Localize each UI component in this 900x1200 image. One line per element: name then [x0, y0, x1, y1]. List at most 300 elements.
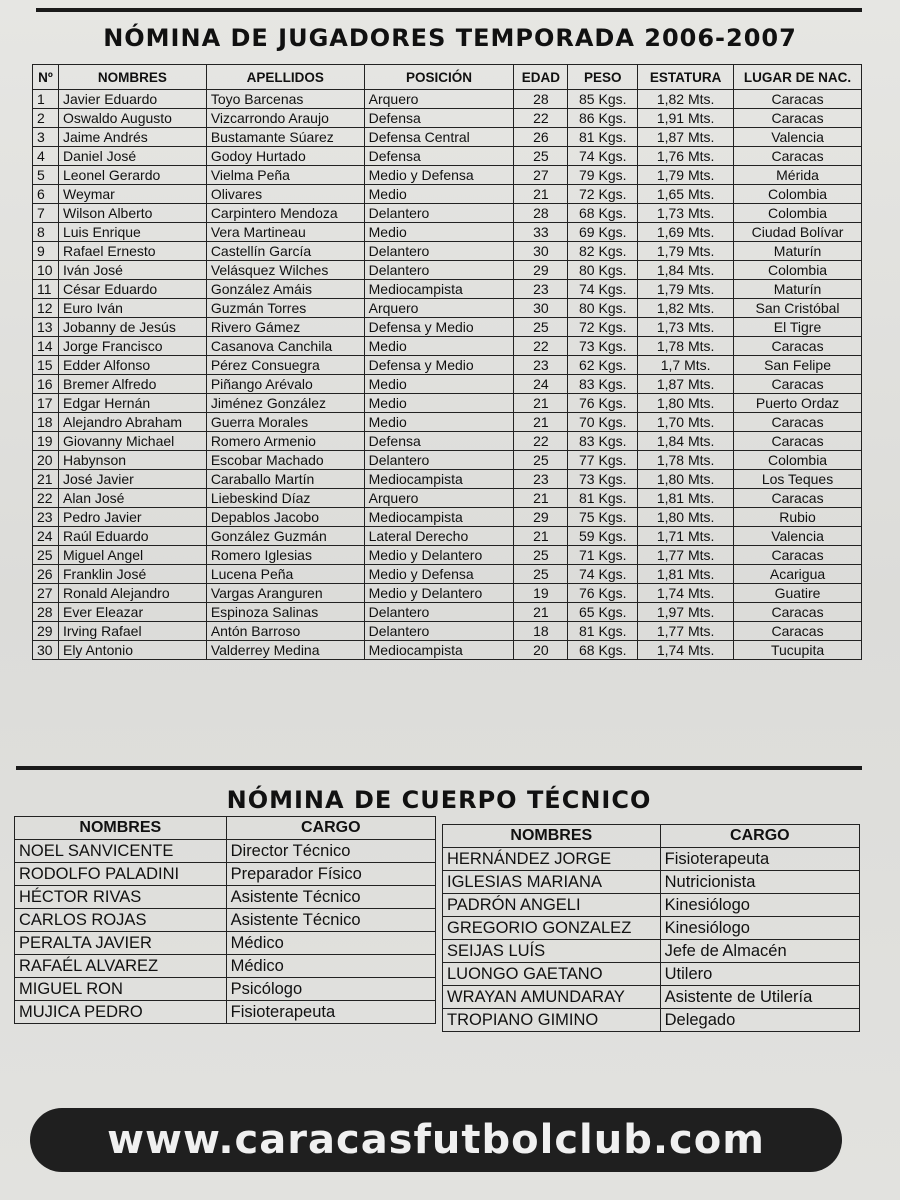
- staff-header-role: CARGO: [660, 825, 859, 848]
- player-number: 28: [33, 603, 59, 622]
- player-weight: 73 Kgs.: [568, 337, 638, 356]
- player-first-names: Alan José: [58, 489, 206, 508]
- player-surnames: Romero Iglesias: [206, 546, 364, 565]
- player-first-names: Oswaldo Augusto: [58, 109, 206, 128]
- player-height: 1,82 Mts.: [638, 299, 734, 318]
- player-position: Delantero: [364, 204, 514, 223]
- staff-role: Nutricionista: [660, 871, 859, 894]
- player-birthplace: Colombia: [734, 204, 862, 223]
- header-surnames: APELLIDOS: [206, 65, 364, 90]
- staff-name: RAFAÉL ALVAREZ: [15, 955, 227, 978]
- website-banner: [30, 1108, 842, 1172]
- player-height: 1,79 Mts.: [638, 242, 734, 261]
- staff-name: HERNÁNDEZ JORGE: [443, 848, 661, 871]
- staff-role: Director Técnico: [226, 840, 435, 863]
- staff-row: [15, 955, 436, 978]
- player-weight: 70 Kgs.: [568, 413, 638, 432]
- staff-role: Asistente de Utilería: [660, 986, 859, 1009]
- player-height: 1,65 Mts.: [638, 185, 734, 204]
- player-birthplace: Puerto Ordaz: [734, 394, 862, 413]
- website-url: www.caracasfutbolclub.com: [107, 1117, 765, 1163]
- player-position: Mediocampista: [364, 641, 514, 660]
- staff-name: PERALTA JAVIER: [15, 932, 227, 955]
- staff-role: Kinesiólogo: [660, 917, 859, 940]
- player-surnames: Casanova Canchila: [206, 337, 364, 356]
- player-birthplace: Colombia: [734, 261, 862, 280]
- player-first-names: Iván José: [58, 261, 206, 280]
- player-position: Medio y Delantero: [364, 584, 514, 603]
- staff-row: [443, 917, 860, 940]
- player-weight: 80 Kgs.: [568, 261, 638, 280]
- staff-row: [443, 871, 860, 894]
- player-weight: 59 Kgs.: [568, 527, 638, 546]
- player-number: 24: [33, 527, 59, 546]
- player-height: 1,84 Mts.: [638, 432, 734, 451]
- player-weight: 76 Kgs.: [568, 584, 638, 603]
- player-birthplace: Guatire: [734, 584, 862, 603]
- player-age: 26: [514, 128, 568, 147]
- player-birthplace: San Cristóbal: [734, 299, 862, 318]
- staff-row: [443, 894, 860, 917]
- player-row: [33, 451, 862, 470]
- header-position: POSICIÓN: [364, 65, 514, 90]
- player-weight: 81 Kgs.: [568, 489, 638, 508]
- header-height: ESTATURA: [638, 65, 734, 90]
- player-birthplace: Tucupita: [734, 641, 862, 660]
- player-number: 7: [33, 204, 59, 223]
- player-row: [33, 318, 862, 337]
- player-birthplace: Acarigua: [734, 565, 862, 584]
- player-weight: 65 Kgs.: [568, 603, 638, 622]
- player-surnames: Olivares: [206, 185, 364, 204]
- player-birthplace: Caracas: [734, 413, 862, 432]
- staff-row: [15, 840, 436, 863]
- staff-row: [443, 986, 860, 1009]
- player-position: Arquero: [364, 489, 514, 508]
- player-birthplace: Maturín: [734, 242, 862, 261]
- player-weight: 74 Kgs.: [568, 280, 638, 299]
- player-position: Defensa y Medio: [364, 318, 514, 337]
- player-first-names: Pedro Javier: [58, 508, 206, 527]
- player-first-names: Giovanny Michael: [58, 432, 206, 451]
- player-age: 33: [514, 223, 568, 242]
- player-surnames: Jiménez González: [206, 394, 364, 413]
- player-number: 29: [33, 622, 59, 641]
- player-position: Medio: [364, 337, 514, 356]
- player-weight: 72 Kgs.: [568, 318, 638, 337]
- player-row: [33, 261, 862, 280]
- staff-row: [15, 909, 436, 932]
- player-first-names: Leonel Gerardo: [58, 166, 206, 185]
- player-surnames: Rivero Gámez: [206, 318, 364, 337]
- player-position: Medio y Defensa: [364, 565, 514, 584]
- player-row: [33, 299, 862, 318]
- player-first-names: Ever Eleazar: [58, 603, 206, 622]
- player-number: 20: [33, 451, 59, 470]
- player-weight: 79 Kgs.: [568, 166, 638, 185]
- player-number: 16: [33, 375, 59, 394]
- player-surnames: Vizcarrondo Araujo: [206, 109, 364, 128]
- player-weight: 68 Kgs.: [568, 204, 638, 223]
- player-height: 1,79 Mts.: [638, 166, 734, 185]
- staff-role: Fisioterapeuta: [660, 848, 859, 871]
- staff-table-right: [442, 824, 860, 1032]
- staff-role: Jefe de Almacén: [660, 940, 859, 963]
- player-weight: 72 Kgs.: [568, 185, 638, 204]
- player-number: 23: [33, 508, 59, 527]
- player-row: [33, 185, 862, 204]
- player-first-names: Javier Eduardo: [58, 90, 206, 109]
- player-weight: 74 Kgs.: [568, 147, 638, 166]
- player-weight: 75 Kgs.: [568, 508, 638, 527]
- player-position: Delantero: [364, 261, 514, 280]
- player-first-names: Jorge Francisco: [58, 337, 206, 356]
- player-first-names: Edder Alfonso: [58, 356, 206, 375]
- player-birthplace: Mérida: [734, 166, 862, 185]
- player-age: 22: [514, 109, 568, 128]
- player-row: [33, 622, 862, 641]
- player-surnames: Antón Barroso: [206, 622, 364, 641]
- player-surnames: Guzmán Torres: [206, 299, 364, 318]
- header-birthplace: LUGAR DE NAC.: [734, 65, 862, 90]
- player-height: 1,74 Mts.: [638, 641, 734, 660]
- player-weight: 77 Kgs.: [568, 451, 638, 470]
- staff-role: Preparador Físico: [226, 863, 435, 886]
- player-number: 1: [33, 90, 59, 109]
- player-number: 25: [33, 546, 59, 565]
- player-height: 1,70 Mts.: [638, 413, 734, 432]
- player-first-names: César Eduardo: [58, 280, 206, 299]
- player-age: 30: [514, 242, 568, 261]
- player-row: [33, 280, 862, 299]
- player-row: [33, 508, 862, 527]
- player-age: 22: [514, 337, 568, 356]
- player-position: Mediocampista: [364, 280, 514, 299]
- player-height: 1,73 Mts.: [638, 204, 734, 223]
- staff-row: [15, 863, 436, 886]
- player-row: [33, 90, 862, 109]
- player-birthplace: Valencia: [734, 128, 862, 147]
- player-age: 21: [514, 413, 568, 432]
- player-position: Mediocampista: [364, 508, 514, 527]
- staff-name: HÉCTOR RIVAS: [15, 886, 227, 909]
- player-row: [33, 470, 862, 489]
- player-surnames: González Amáis: [206, 280, 364, 299]
- player-position: Medio: [364, 185, 514, 204]
- player-age: 21: [514, 603, 568, 622]
- player-surnames: Vera Martineau: [206, 223, 364, 242]
- staff-role: Delegado: [660, 1009, 859, 1032]
- player-height: 1,87 Mts.: [638, 128, 734, 147]
- player-height: 1,77 Mts.: [638, 622, 734, 641]
- player-height: 1,79 Mts.: [638, 280, 734, 299]
- player-age: 28: [514, 204, 568, 223]
- player-age: 21: [514, 394, 568, 413]
- player-number: 13: [33, 318, 59, 337]
- player-surnames: Toyo Barcenas: [206, 90, 364, 109]
- player-row: [33, 565, 862, 584]
- player-position: Arquero: [364, 299, 514, 318]
- player-first-names: Jaime Andrés: [58, 128, 206, 147]
- player-birthplace: Caracas: [734, 603, 862, 622]
- staff-name: NOEL SANVICENTE: [15, 840, 227, 863]
- player-number: 15: [33, 356, 59, 375]
- player-number: 21: [33, 470, 59, 489]
- player-surnames: Lucena Peña: [206, 565, 364, 584]
- player-position: Defensa: [364, 109, 514, 128]
- player-position: Mediocampista: [364, 470, 514, 489]
- player-weight: 85 Kgs.: [568, 90, 638, 109]
- player-position: Medio y Delantero: [364, 546, 514, 565]
- player-row: [33, 489, 862, 508]
- staff-name: TROPIANO GIMINO: [443, 1009, 661, 1032]
- player-row: [33, 527, 862, 546]
- player-number: 30: [33, 641, 59, 660]
- player-number: 19: [33, 432, 59, 451]
- player-height: 1,71 Mts.: [638, 527, 734, 546]
- player-height: 1,82 Mts.: [638, 90, 734, 109]
- staff-name: LUONGO GAETANO: [443, 963, 661, 986]
- player-surnames: Valderrey Medina: [206, 641, 364, 660]
- player-position: Delantero: [364, 451, 514, 470]
- player-surnames: Romero Armenio: [206, 432, 364, 451]
- player-position: Defensa: [364, 432, 514, 451]
- player-birthplace: Valencia: [734, 527, 862, 546]
- player-age: 25: [514, 451, 568, 470]
- player-surnames: Carpintero Mendoza: [206, 204, 364, 223]
- player-position: Defensa Central: [364, 128, 514, 147]
- player-number: 27: [33, 584, 59, 603]
- staff-header-names: NOMBRES: [15, 817, 227, 840]
- player-row: [33, 337, 862, 356]
- staff-row: [15, 1001, 436, 1024]
- staff-name: WRAYAN AMUNDARAY: [443, 986, 661, 1009]
- staff-left-header-row: [15, 817, 436, 840]
- player-birthplace: Caracas: [734, 147, 862, 166]
- player-height: 1,81 Mts.: [638, 489, 734, 508]
- staff-row: [15, 932, 436, 955]
- player-first-names: Raúl Eduardo: [58, 527, 206, 546]
- staff-name: GREGORIO GONZALEZ: [443, 917, 661, 940]
- player-age: 29: [514, 508, 568, 527]
- player-weight: 71 Kgs.: [568, 546, 638, 565]
- player-weight: 86 Kgs.: [568, 109, 638, 128]
- player-surnames: Vargas Aranguren: [206, 584, 364, 603]
- staff-row: [443, 963, 860, 986]
- staff-role: Asistente Técnico: [226, 886, 435, 909]
- player-first-names: Miguel Angel: [58, 546, 206, 565]
- player-age: 25: [514, 565, 568, 584]
- staff-role: Utilero: [660, 963, 859, 986]
- player-height: 1,81 Mts.: [638, 565, 734, 584]
- player-row: [33, 432, 862, 451]
- player-number: 10: [33, 261, 59, 280]
- player-row: [33, 603, 862, 622]
- player-first-names: Ronald Alejandro: [58, 584, 206, 603]
- player-weight: 73 Kgs.: [568, 470, 638, 489]
- player-position: Arquero: [364, 90, 514, 109]
- player-age: 18: [514, 622, 568, 641]
- player-birthplace: Caracas: [734, 432, 862, 451]
- player-height: 1,76 Mts.: [638, 147, 734, 166]
- staff-name: MUJICA PEDRO: [15, 1001, 227, 1024]
- player-position: Medio y Defensa: [364, 166, 514, 185]
- staff-name: IGLESIAS MARIANA: [443, 871, 661, 894]
- player-surnames: Guerra Morales: [206, 413, 364, 432]
- player-weight: 62 Kgs.: [568, 356, 638, 375]
- player-first-names: Franklin José: [58, 565, 206, 584]
- player-surnames: Espinoza Salinas: [206, 603, 364, 622]
- player-age: 25: [514, 318, 568, 337]
- staff-row: [443, 1009, 860, 1032]
- staff-name: RODOLFO PALADINI: [15, 863, 227, 886]
- player-first-names: Euro Iván: [58, 299, 206, 318]
- player-weight: 68 Kgs.: [568, 641, 638, 660]
- player-number: 14: [33, 337, 59, 356]
- player-weight: 83 Kgs.: [568, 432, 638, 451]
- player-position: Delantero: [364, 603, 514, 622]
- staff-row: [15, 978, 436, 1001]
- player-height: 1,77 Mts.: [638, 546, 734, 565]
- player-row: [33, 242, 862, 261]
- player-weight: 81 Kgs.: [568, 622, 638, 641]
- header-number: Nº: [33, 65, 59, 90]
- player-birthplace: Caracas: [734, 489, 862, 508]
- player-weight: 81 Kgs.: [568, 128, 638, 147]
- player-age: 21: [514, 527, 568, 546]
- staff-row: [443, 848, 860, 871]
- player-age: 23: [514, 356, 568, 375]
- player-position: Medio: [364, 394, 514, 413]
- player-weight: 76 Kgs.: [568, 394, 638, 413]
- player-birthplace: San Felipe: [734, 356, 862, 375]
- player-row: [33, 223, 862, 242]
- player-first-names: Luis Enrique: [58, 223, 206, 242]
- player-number: 5: [33, 166, 59, 185]
- player-number: 9: [33, 242, 59, 261]
- player-first-names: Wilson Alberto: [58, 204, 206, 223]
- player-height: 1,84 Mts.: [638, 261, 734, 280]
- player-weight: 74 Kgs.: [568, 565, 638, 584]
- player-age: 20: [514, 641, 568, 660]
- player-height: 1,80 Mts.: [638, 508, 734, 527]
- player-birthplace: Caracas: [734, 375, 862, 394]
- player-age: 29: [514, 261, 568, 280]
- player-birthplace: Rubio: [734, 508, 862, 527]
- player-number: 8: [33, 223, 59, 242]
- player-birthplace: Maturín: [734, 280, 862, 299]
- player-surnames: Godoy Hurtado: [206, 147, 364, 166]
- players-title: NÓMINA DE JUGADORES TEMPORADA 2006-2007: [103, 24, 797, 52]
- player-birthplace: Caracas: [734, 622, 862, 641]
- player-first-names: Jobanny de Jesús: [58, 318, 206, 337]
- player-age: 27: [514, 166, 568, 185]
- player-surnames: Castellín García: [206, 242, 364, 261]
- player-number: 11: [33, 280, 59, 299]
- staff-role: Médico: [226, 955, 435, 978]
- player-height: 1,91 Mts.: [638, 109, 734, 128]
- player-birthplace: Ciudad Bolívar: [734, 223, 862, 242]
- player-height: 1,87 Mts.: [638, 375, 734, 394]
- player-row: [33, 204, 862, 223]
- staff-name: CARLOS ROJAS: [15, 909, 227, 932]
- player-number: 22: [33, 489, 59, 508]
- player-position: Medio: [364, 223, 514, 242]
- player-position: Medio: [364, 375, 514, 394]
- player-surnames: Escobar Machado: [206, 451, 364, 470]
- top-divider: [36, 8, 862, 12]
- player-position: Delantero: [364, 242, 514, 261]
- player-height: 1,7 Mts.: [638, 356, 734, 375]
- player-surnames: Caraballo Martín: [206, 470, 364, 489]
- player-age: 19: [514, 584, 568, 603]
- player-height: 1,78 Mts.: [638, 451, 734, 470]
- player-height: 1,78 Mts.: [638, 337, 734, 356]
- player-number: 17: [33, 394, 59, 413]
- player-birthplace: Caracas: [734, 109, 862, 128]
- player-age: 30: [514, 299, 568, 318]
- players-header-row: [33, 65, 862, 90]
- staff-header-names: NOMBRES: [443, 825, 661, 848]
- player-age: 24: [514, 375, 568, 394]
- player-birthplace: Colombia: [734, 185, 862, 204]
- player-position: Medio: [364, 413, 514, 432]
- player-row: [33, 375, 862, 394]
- player-age: 28: [514, 90, 568, 109]
- staff-name: MIGUEL RON: [15, 978, 227, 1001]
- player-height: 1,80 Mts.: [638, 394, 734, 413]
- player-age: 25: [514, 546, 568, 565]
- player-birthplace: Colombia: [734, 451, 862, 470]
- player-row: [33, 356, 862, 375]
- player-height: 1,80 Mts.: [638, 470, 734, 489]
- player-first-names: José Javier: [58, 470, 206, 489]
- player-position: Defensa y Medio: [364, 356, 514, 375]
- staff-right-header-row: [443, 825, 860, 848]
- player-position: Delantero: [364, 622, 514, 641]
- player-row: [33, 147, 862, 166]
- player-surnames: Vielma Peña: [206, 166, 364, 185]
- player-weight: 82 Kgs.: [568, 242, 638, 261]
- player-number: 26: [33, 565, 59, 584]
- player-age: 21: [514, 489, 568, 508]
- player-number: 3: [33, 128, 59, 147]
- player-first-names: Weymar: [58, 185, 206, 204]
- player-age: 23: [514, 280, 568, 299]
- staff-table-left: [14, 816, 436, 1024]
- player-age: 23: [514, 470, 568, 489]
- staff-name: SEIJAS LUÍS: [443, 940, 661, 963]
- player-row: [33, 166, 862, 185]
- player-number: 6: [33, 185, 59, 204]
- header-age: EDAD: [514, 65, 568, 90]
- player-surnames: Depablos Jacobo: [206, 508, 364, 527]
- player-position: Lateral Derecho: [364, 527, 514, 546]
- player-surnames: Pérez Consuegra: [206, 356, 364, 375]
- staff-title: NÓMINA DE CUERPO TÉCNICO: [226, 786, 652, 814]
- header-names: NOMBRES: [58, 65, 206, 90]
- player-age: 22: [514, 432, 568, 451]
- player-first-names: Habynson: [58, 451, 206, 470]
- player-weight: 80 Kgs.: [568, 299, 638, 318]
- player-age: 21: [514, 185, 568, 204]
- player-birthplace: Caracas: [734, 337, 862, 356]
- player-row: [33, 546, 862, 565]
- player-first-names: Irving Rafael: [58, 622, 206, 641]
- player-first-names: Bremer Alfredo: [58, 375, 206, 394]
- player-birthplace: Caracas: [734, 546, 862, 565]
- player-number: 18: [33, 413, 59, 432]
